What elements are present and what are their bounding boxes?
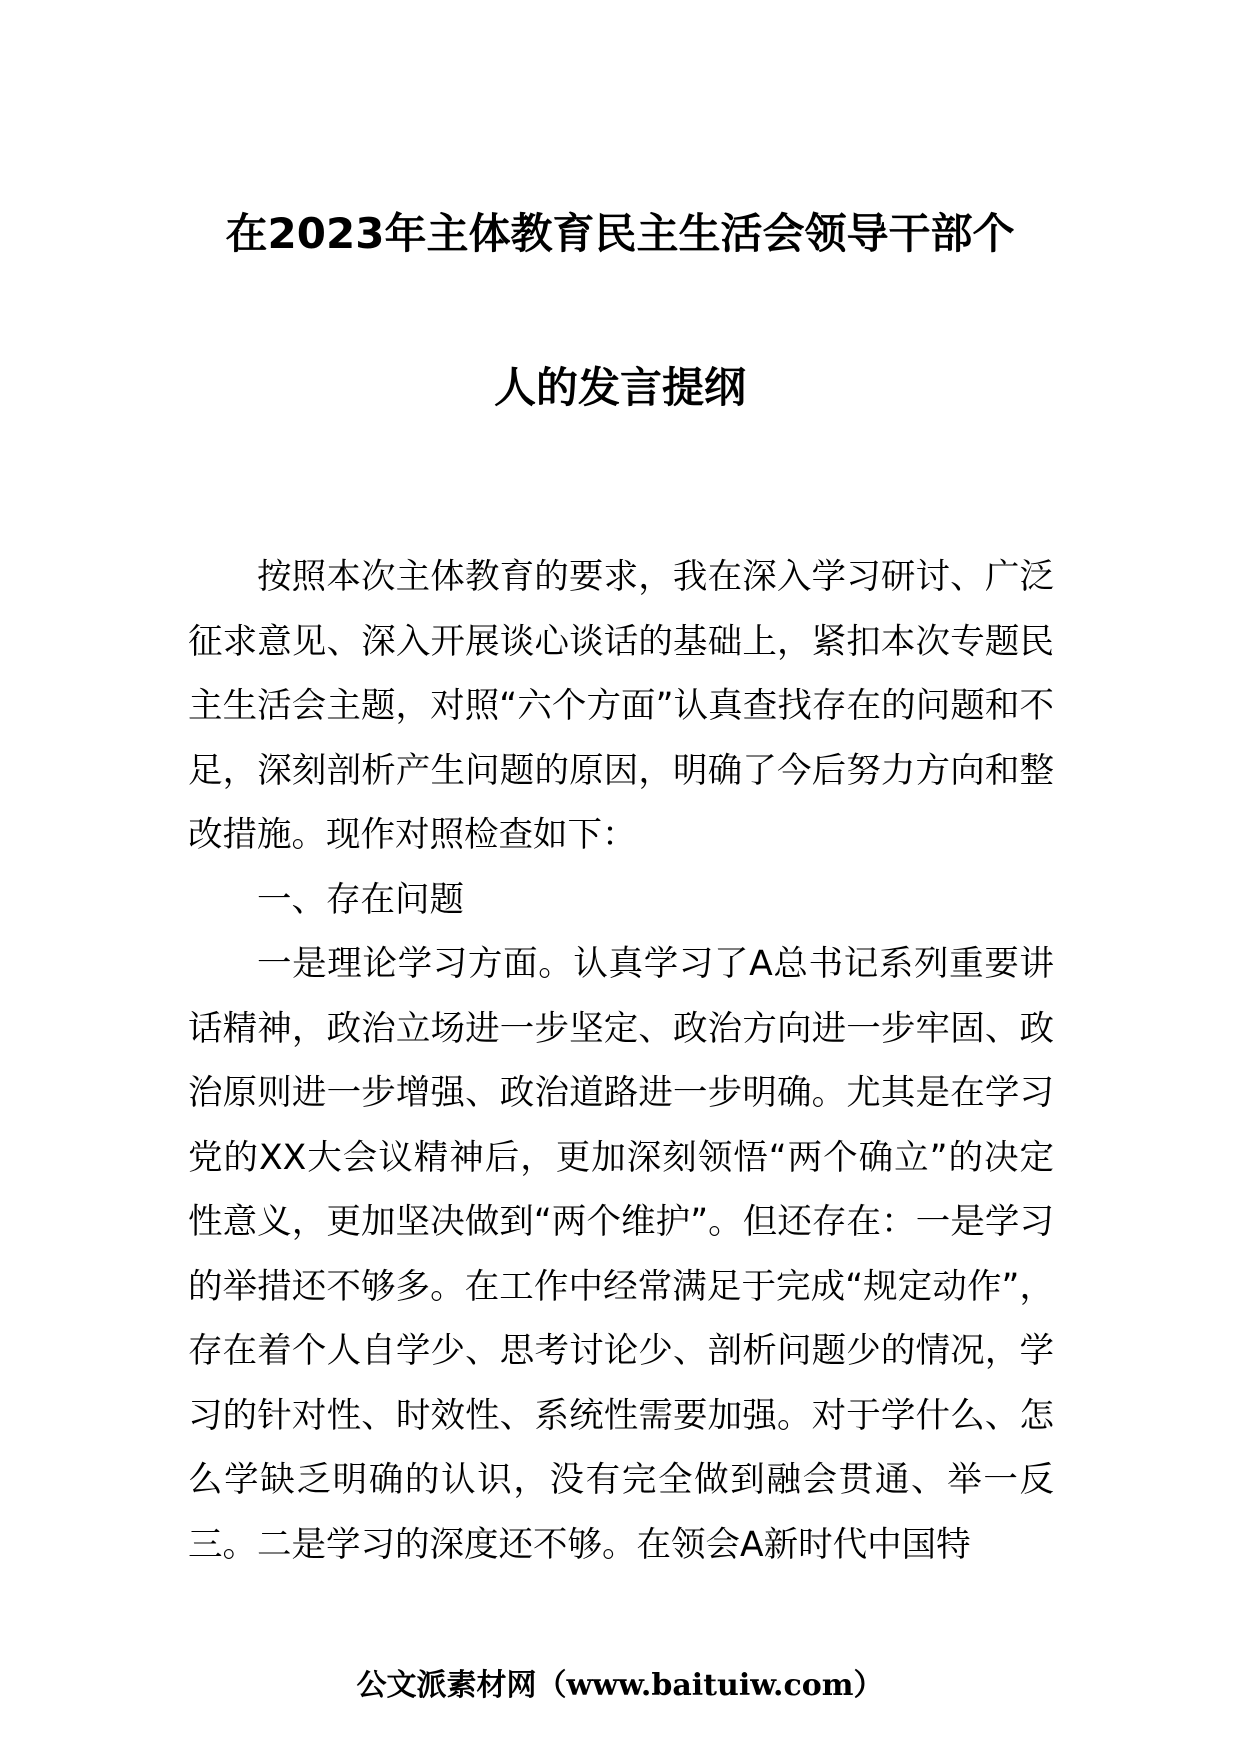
document-title-line-2: 人的发言提纲 — [493, 363, 746, 412]
footer-watermark — [0, 1668, 1240, 1704]
document-body — [188, 545, 1054, 1577]
footer-site-url: （www.baituiw.com） — [536, 1668, 884, 1703]
section-heading-problems: 一、存在问题 — [257, 879, 464, 920]
document-title-line-1: 在2023年主体教育民主生活会领导干部个 — [225, 209, 1015, 258]
footer-site-name: 公文派素材网 — [356, 1668, 537, 1703]
paragraph-theory-study: 一是理论学习方面。认真学习了A总书记系列重要讲话精神，政治立场进一步坚定、政治方向进一步牢固、政治原则进一步增强、政治道路进一步明确。尤其是在学习党的XX大会议精神后，更加深刻领悟“两个确立”的决定性意义，更加坚决做到“两个维护”。但还存在：一是学习的举措还不够多。在工作中经常满足于完成“规定动作”，存在着个人自学少、思考讨论少、剖析问题少的情况，学习的针对性、时效性、系统性需要加强。对于学什么、怎么学缺乏明确的认识，没有完全做到融会贯通、举一反三。二是学习的深度还不够。在领会A新时代中国特 — [188, 944, 1054, 1565]
paragraph-intro: 按照本次主体教育的要求，我在深入学习研讨、广泛征求意见、深入开展谈心谈话的基础上，紧扣本次专题民主生活会主题，对照“六个方面”认真查找存在的问题和不足，深刻剖析产生问题的原因，明确了今后努力方向和整改措施。现作对照检查如下： — [188, 557, 1054, 855]
